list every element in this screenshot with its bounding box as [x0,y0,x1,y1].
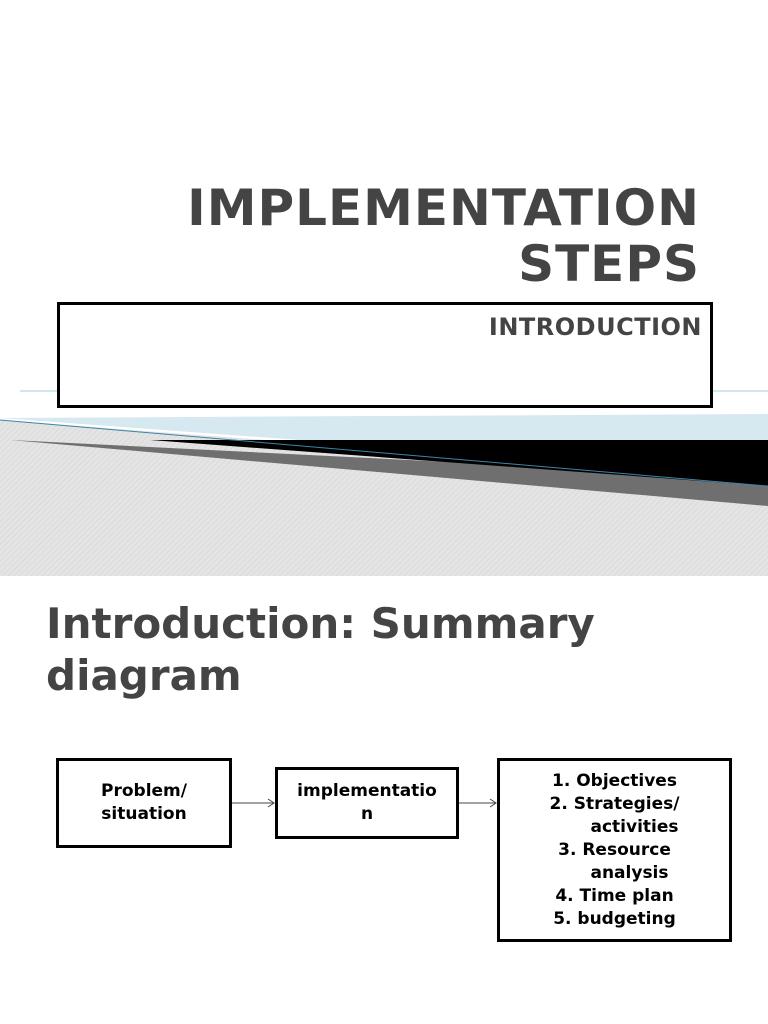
arrowhead-right-icon [490,799,496,807]
implementation-box [275,767,459,839]
list-item: 4. Time plan [555,886,674,906]
implementation-label-line-1: implementatio [297,781,437,801]
list-item: 3. Resource [558,840,671,860]
summary-title-line-1: Introduction: Summary [46,599,595,648]
slide-subtitle: INTRODUCTION [488,313,702,341]
steps-list [506,770,723,931]
slide-title [60,180,700,292]
list-item: 5. budgeting [553,909,676,929]
problem-label-line-1: Problem/ [101,781,187,801]
list-item: 1. Objectives [552,771,677,791]
list-item: 2. Strategies/ [549,794,680,814]
slide-title-line-2: STEPS [518,235,700,293]
list-item: activities [590,817,679,837]
implementation-label-line-2: n [360,804,374,824]
decorative-band [0,380,768,576]
problem-label-line-2: situation [101,804,187,824]
slide-title-line-1: IMPLEMENTATION [187,179,700,237]
arrowhead-right-icon [268,799,274,807]
summary-slide-title [46,598,726,702]
subtitle-box [57,302,713,408]
summary-title-line-2: diagram [46,651,242,700]
problem-situation-box [56,758,232,848]
summary-slide [0,576,768,1024]
steps-list-box [497,758,732,942]
list-item: analysis [590,863,669,883]
